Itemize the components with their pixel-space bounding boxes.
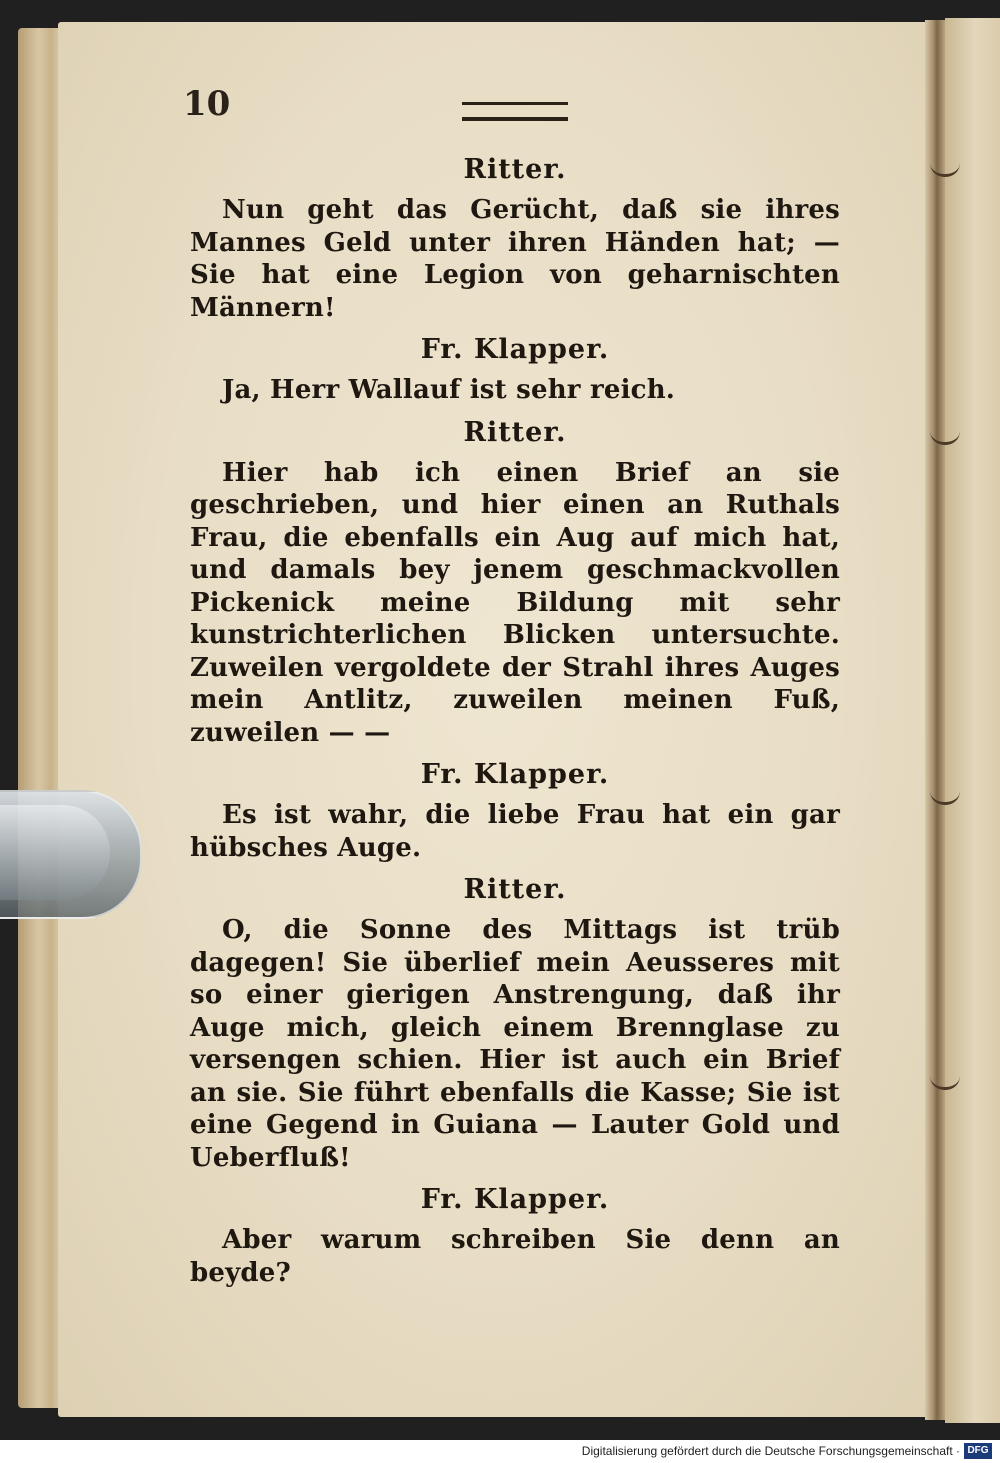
speech-paragraph: Hier hab ich einen Brief an sie geschrieben, und hier einen an Ruthals Frau, die ebenfalls ein Aug auf mich hat, und damals bey jenem geschmackvollen Pickenick meine Bildung mit sehr kunstrichterlichen Blicken untersuchte. Zuweilen vergoldete der Strahl ihres Auges mein Antlitz, zuweilen meinen Fuß, zuweilen — — xyxy=(190,457,840,748)
speech-paragraph: Aber warum schreiben Sie denn an beyde? xyxy=(190,1225,840,1288)
dfg-logo-icon: DFG xyxy=(964,1443,992,1459)
speech-paragraph: O, die Sonne des Mittags ist trüb dagegen! Sie überlief mein Aeusseres mit so einer gierigen Anstrengung, daß ihr Auge mich, gleich einem Brennglase zu versengen schien. Hier ist auch ein Brief an sie. Sie führt ebenfalls die Kasse; Sie ist eine Gegend in Guiana — Lauter Gold und Ueberfluß! xyxy=(190,915,840,1173)
binding-stitch xyxy=(930,420,960,445)
binding-stitch xyxy=(930,780,960,805)
speech-paragraph: Es ist wahr, die liebe Frau hat ein gar hübsches Auge. xyxy=(190,800,840,863)
header-rule xyxy=(462,102,568,121)
page-text xyxy=(190,148,840,1297)
book-gutter xyxy=(925,20,945,1420)
page-number: 10 xyxy=(183,84,231,124)
speaker-name: Ritter. xyxy=(463,874,567,905)
speaker-name: Ritter. xyxy=(463,416,567,448)
binding-stitch xyxy=(930,1065,960,1090)
footer-bar xyxy=(0,1440,1000,1463)
speaker-name: Fr. Klapper. xyxy=(420,1184,610,1215)
speaker-name: Ritter. xyxy=(463,154,567,185)
speaker-name: Fr. Klapper. xyxy=(420,334,610,365)
book-clip-highlight xyxy=(0,805,110,900)
speech-paragraph: Nun geht das Gerücht, daß sie ihres Mannes Geld unter ihren Händen hat; — Sie hat eine Legion von geharnischten Männern! xyxy=(190,195,840,323)
facing-page-edge xyxy=(945,18,1000,1423)
speaker-name: Fr. Klapper. xyxy=(420,759,610,790)
binding-stitch xyxy=(930,152,960,177)
speech-paragraph: Ja, Herr Wallauf ist sehr reich. xyxy=(222,375,676,405)
footer-credit: Digitalisierung gefördert durch die Deutsche Forschungsgemeinschaft · xyxy=(581,1444,960,1458)
